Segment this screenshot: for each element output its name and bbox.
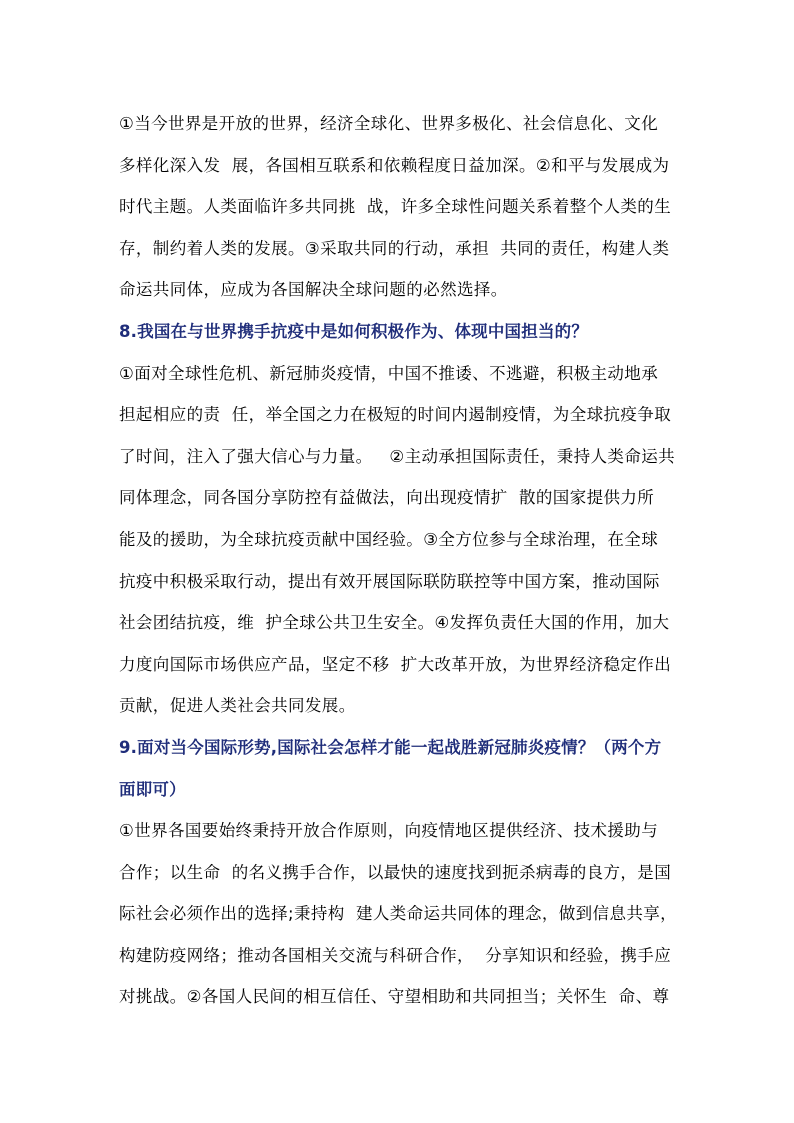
text-line: 抗疫中积极采取行动，提出有效开展国际联防联控等中国方案，推动国际	[119, 571, 660, 591]
document-content	[119, 103, 679, 1018]
text-line: 时代主题。人类面临许多共同挑 战，许多全球性问题关系着整个人类的生	[119, 197, 672, 217]
text-line: 存，制约着人类的发展。③采取共同的行动，承担 共同的责任，构建人类	[119, 238, 670, 258]
text-line: 多样化深入发 展，各国相互联系和依赖程度日益加深。②和平与发展成为	[119, 155, 670, 175]
text-line: 贡献，促进人类社会共同发展。	[119, 696, 356, 716]
answer-paragraph-3	[119, 810, 679, 1018]
question-line: 9.面对当今国际形势,国际社会怎样才能一起战胜新冠肺炎疫情？（两个方	[119, 737, 662, 757]
text-line: ①面对全球性危机、新冠肺炎疫情，中国不推诿、不逃避，积极主动地承	[119, 363, 659, 383]
question-9	[119, 727, 679, 810]
answer-paragraph-2	[119, 353, 679, 727]
text-line: 担起相应的责 任，举全国之力在极短的时间内遏制疫情，为全球抗疫争取	[119, 405, 672, 425]
question-8	[119, 311, 679, 353]
text-line: 社会团结抗疫，维 护全球公共卫生安全。④发挥负责任大国的作用，加大	[119, 613, 670, 633]
text-line: 合作；以生命 的名义携手合作，以最快的速度找到扼杀病毒的良方，是国	[119, 862, 672, 882]
text-line: 构建防疫网络；推动各国相关交流与科研合作， 分享知识和经验，携手应	[119, 945, 672, 965]
text-line: 对挑战。②各国人民间的相互信任、守望相助和共同担当；关怀生 命、尊	[119, 987, 670, 1007]
text-line: 能及的援助，为全球抗疫贡献中国经验。③全方位参与全球治理，在全球	[119, 529, 659, 549]
text-line: ①当今世界是开放的世界，经济全球化、世界多极化、社会信息化、文化	[119, 114, 659, 133]
question-line: 8.我国在与世界携手抗疫中是如何积极作为、体现中国担当的？	[119, 321, 589, 341]
text-line: 力度向国际市场供应产品，坚定不移 扩大改革开放，为世界经济稳定作出	[119, 654, 672, 674]
question-line: 面即可）	[119, 779, 186, 799]
text-line: 了时间，注入了强大信心与力量。 ②主动承担国际责任，秉持人类命运共	[119, 446, 676, 466]
text-line: 同体理念，同各国分享防控有益做法，向出现疫情扩 散的国家提供力所	[119, 488, 655, 508]
text-line: ①世界各国要始终秉持开放合作原则，向疫情地区提供经济、技术援助与	[119, 821, 659, 841]
text-line: 命运共同体，应成为各国解决全球问题的必然选择。	[119, 280, 508, 300]
answer-paragraph-1	[119, 103, 679, 311]
text-line: 际社会必须作出的选择;秉持构 建人类命运共同体的理念，做到信息共享，	[119, 904, 678, 924]
